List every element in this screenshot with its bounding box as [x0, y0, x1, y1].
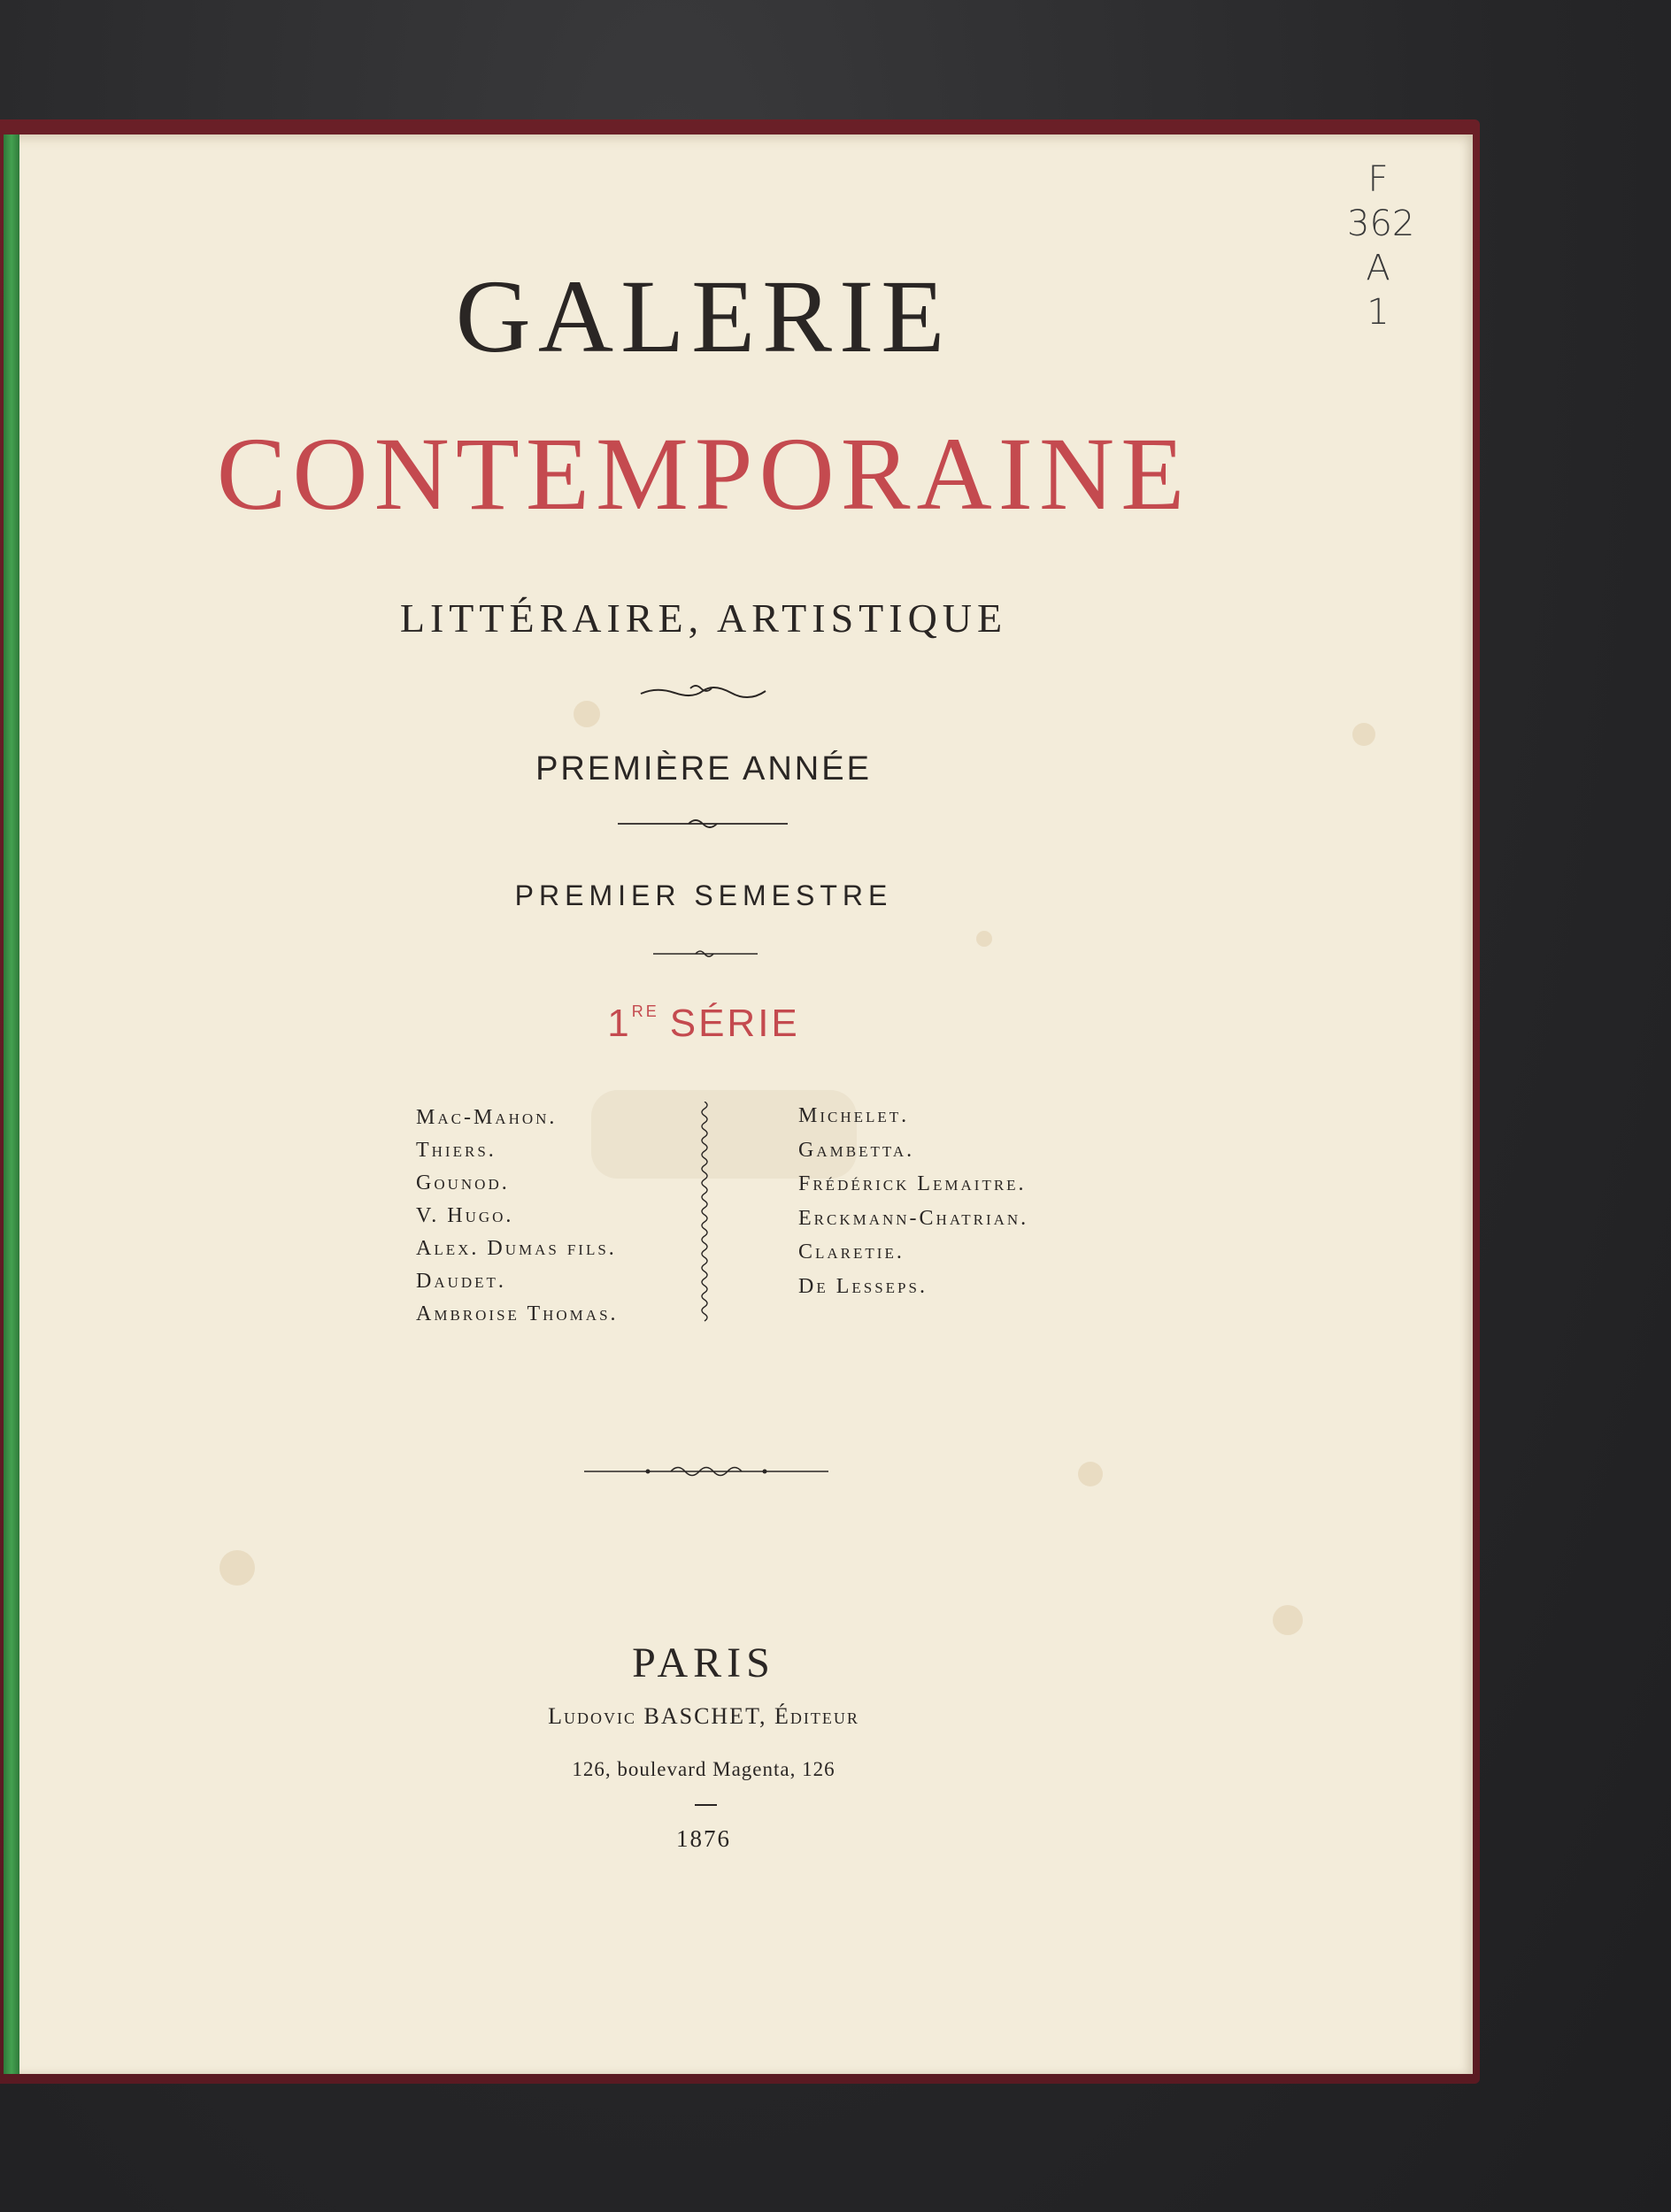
foxing-spot	[574, 701, 600, 727]
foxing-spot	[1078, 1462, 1103, 1486]
shelf-mark-line: 1	[1367, 292, 1390, 333]
names-list-left	[416, 1102, 619, 1331]
semestre: PREMIER SEMESTRE	[514, 879, 893, 911]
foxing-spot	[976, 931, 992, 947]
shelf-mark-line: 362	[1347, 204, 1415, 244]
title-contemporaine: CONTEMPORAINE	[216, 416, 1191, 532]
ornament-divider-small	[653, 947, 758, 959]
subtitle: LITTÉRAIRE, ARTISTIQUE	[399, 595, 1008, 641]
foxing-spot	[1273, 1605, 1303, 1635]
shelf-mark-line: F	[1367, 159, 1389, 200]
list-item: Thiers.	[416, 1139, 497, 1162]
serie-heading	[0, 1002, 1407, 1046]
publisher: Ludovic BASCHET, Éditeur	[548, 1703, 859, 1729]
list-item: Alex. Dumas fils.	[416, 1237, 617, 1260]
shelf-mark	[1347, 157, 1415, 334]
shelf-mark-line: A	[1366, 248, 1390, 288]
list-item: V. Hugo.	[416, 1204, 514, 1227]
serie-label: SÉRIE	[669, 1002, 800, 1045]
title-galerie: GALERIE	[455, 258, 952, 374]
ornament-divider	[618, 816, 788, 830]
serie-number: 1	[607, 1002, 632, 1045]
serie-suffix: RE	[631, 1002, 659, 1020]
list-item: Daudet.	[416, 1270, 506, 1293]
year: 1876	[676, 1825, 731, 1852]
foxing-spot	[219, 1550, 255, 1586]
list-item: Mac-Mahon.	[416, 1106, 558, 1129]
year-separator	[695, 1804, 717, 1806]
list-item: Michelet.	[798, 1104, 910, 1127]
list-item: Gounod.	[416, 1171, 510, 1194]
list-item: Frédérick Lemaitre.	[798, 1172, 1027, 1195]
annee: PREMIÈRE ANNÉE	[535, 750, 872, 787]
ornament-flourish	[639, 683, 767, 701]
list-item: Erckmann-Chatrian.	[798, 1206, 1029, 1230]
column-divider	[697, 1102, 712, 1323]
address: 126, boulevard Magenta, 126	[572, 1758, 836, 1780]
city: PARIS	[632, 1640, 775, 1686]
foxing-spot	[1352, 723, 1375, 746]
list-item: Ambroise Thomas.	[416, 1302, 619, 1325]
list-item: Gambetta.	[798, 1138, 915, 1162]
list-item: De Lesseps.	[798, 1274, 928, 1298]
names-list-right	[798, 1099, 1028, 1303]
ornament-divider-large	[584, 1462, 828, 1479]
list-item: Claretie.	[798, 1240, 905, 1263]
